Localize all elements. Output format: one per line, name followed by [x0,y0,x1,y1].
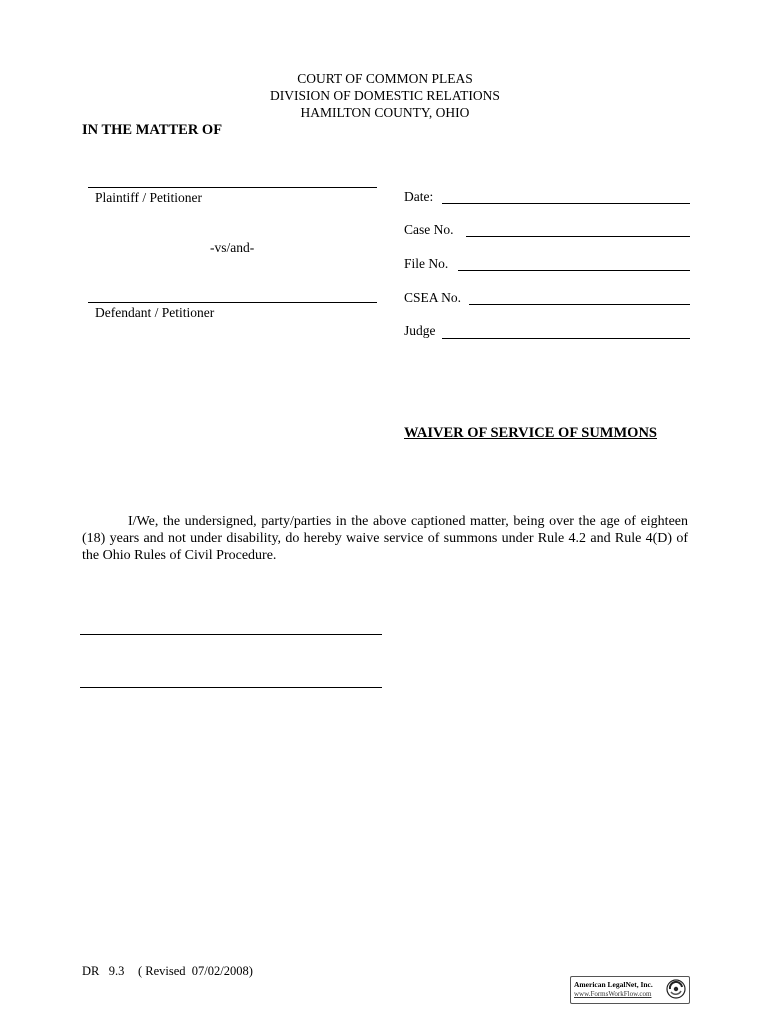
waiver-text: I/We, the undersigned, party/parties in the above captioned matter, being over the age of eighteen (18) years and not under disability, do hereby waive service of summons under Rule 4.2 and Rule 4(D) of the Ohio Rules of Civil Procedure. [82,514,688,563]
signature-line-1[interactable] [80,634,382,635]
waiver-paragraph [82,513,688,564]
csea-number-field[interactable] [469,304,690,305]
csea-number-label: CSEA No. [404,290,462,305]
case-number-field[interactable] [466,236,690,237]
document-title: WAIVER OF SERVICE OF SUMMONS [404,425,657,441]
plaintiff-line[interactable] [88,187,377,188]
case-number-label: Case No. [404,222,454,237]
division-name: DIVISION OF DOMESTIC RELATIONS [270,88,500,103]
defendant-label: Defendant / Petitioner [95,305,215,320]
date-label: Date: [404,189,434,204]
court-name: COURT OF COMMON PLEAS [297,71,473,86]
file-number-field[interactable] [458,270,690,271]
plaintiff-label: Plaintiff / Petitioner [95,190,202,205]
publisher-logo [570,976,690,1004]
judge-label: Judge [404,323,436,338]
globe-icon [666,979,686,999]
publisher-name: American LegalNet, Inc. [574,980,653,989]
file-number-label: File No. [404,256,449,271]
matter-heading: IN THE MATTER OF [82,122,223,138]
date-field[interactable] [442,203,690,204]
publisher-url[interactable]: www.FormsWorkFlow.com [574,990,652,998]
defendant-line[interactable] [88,302,377,303]
versus-label: -vs/and- [210,240,255,255]
county-name: HAMILTON COUNTY, OHIO [300,105,470,120]
revision-date: ( Revised 07/02/2008) [138,964,253,978]
form-id: DR 9.3 [82,964,125,978]
judge-field[interactable] [442,338,690,339]
signature-line-2[interactable] [80,687,382,688]
